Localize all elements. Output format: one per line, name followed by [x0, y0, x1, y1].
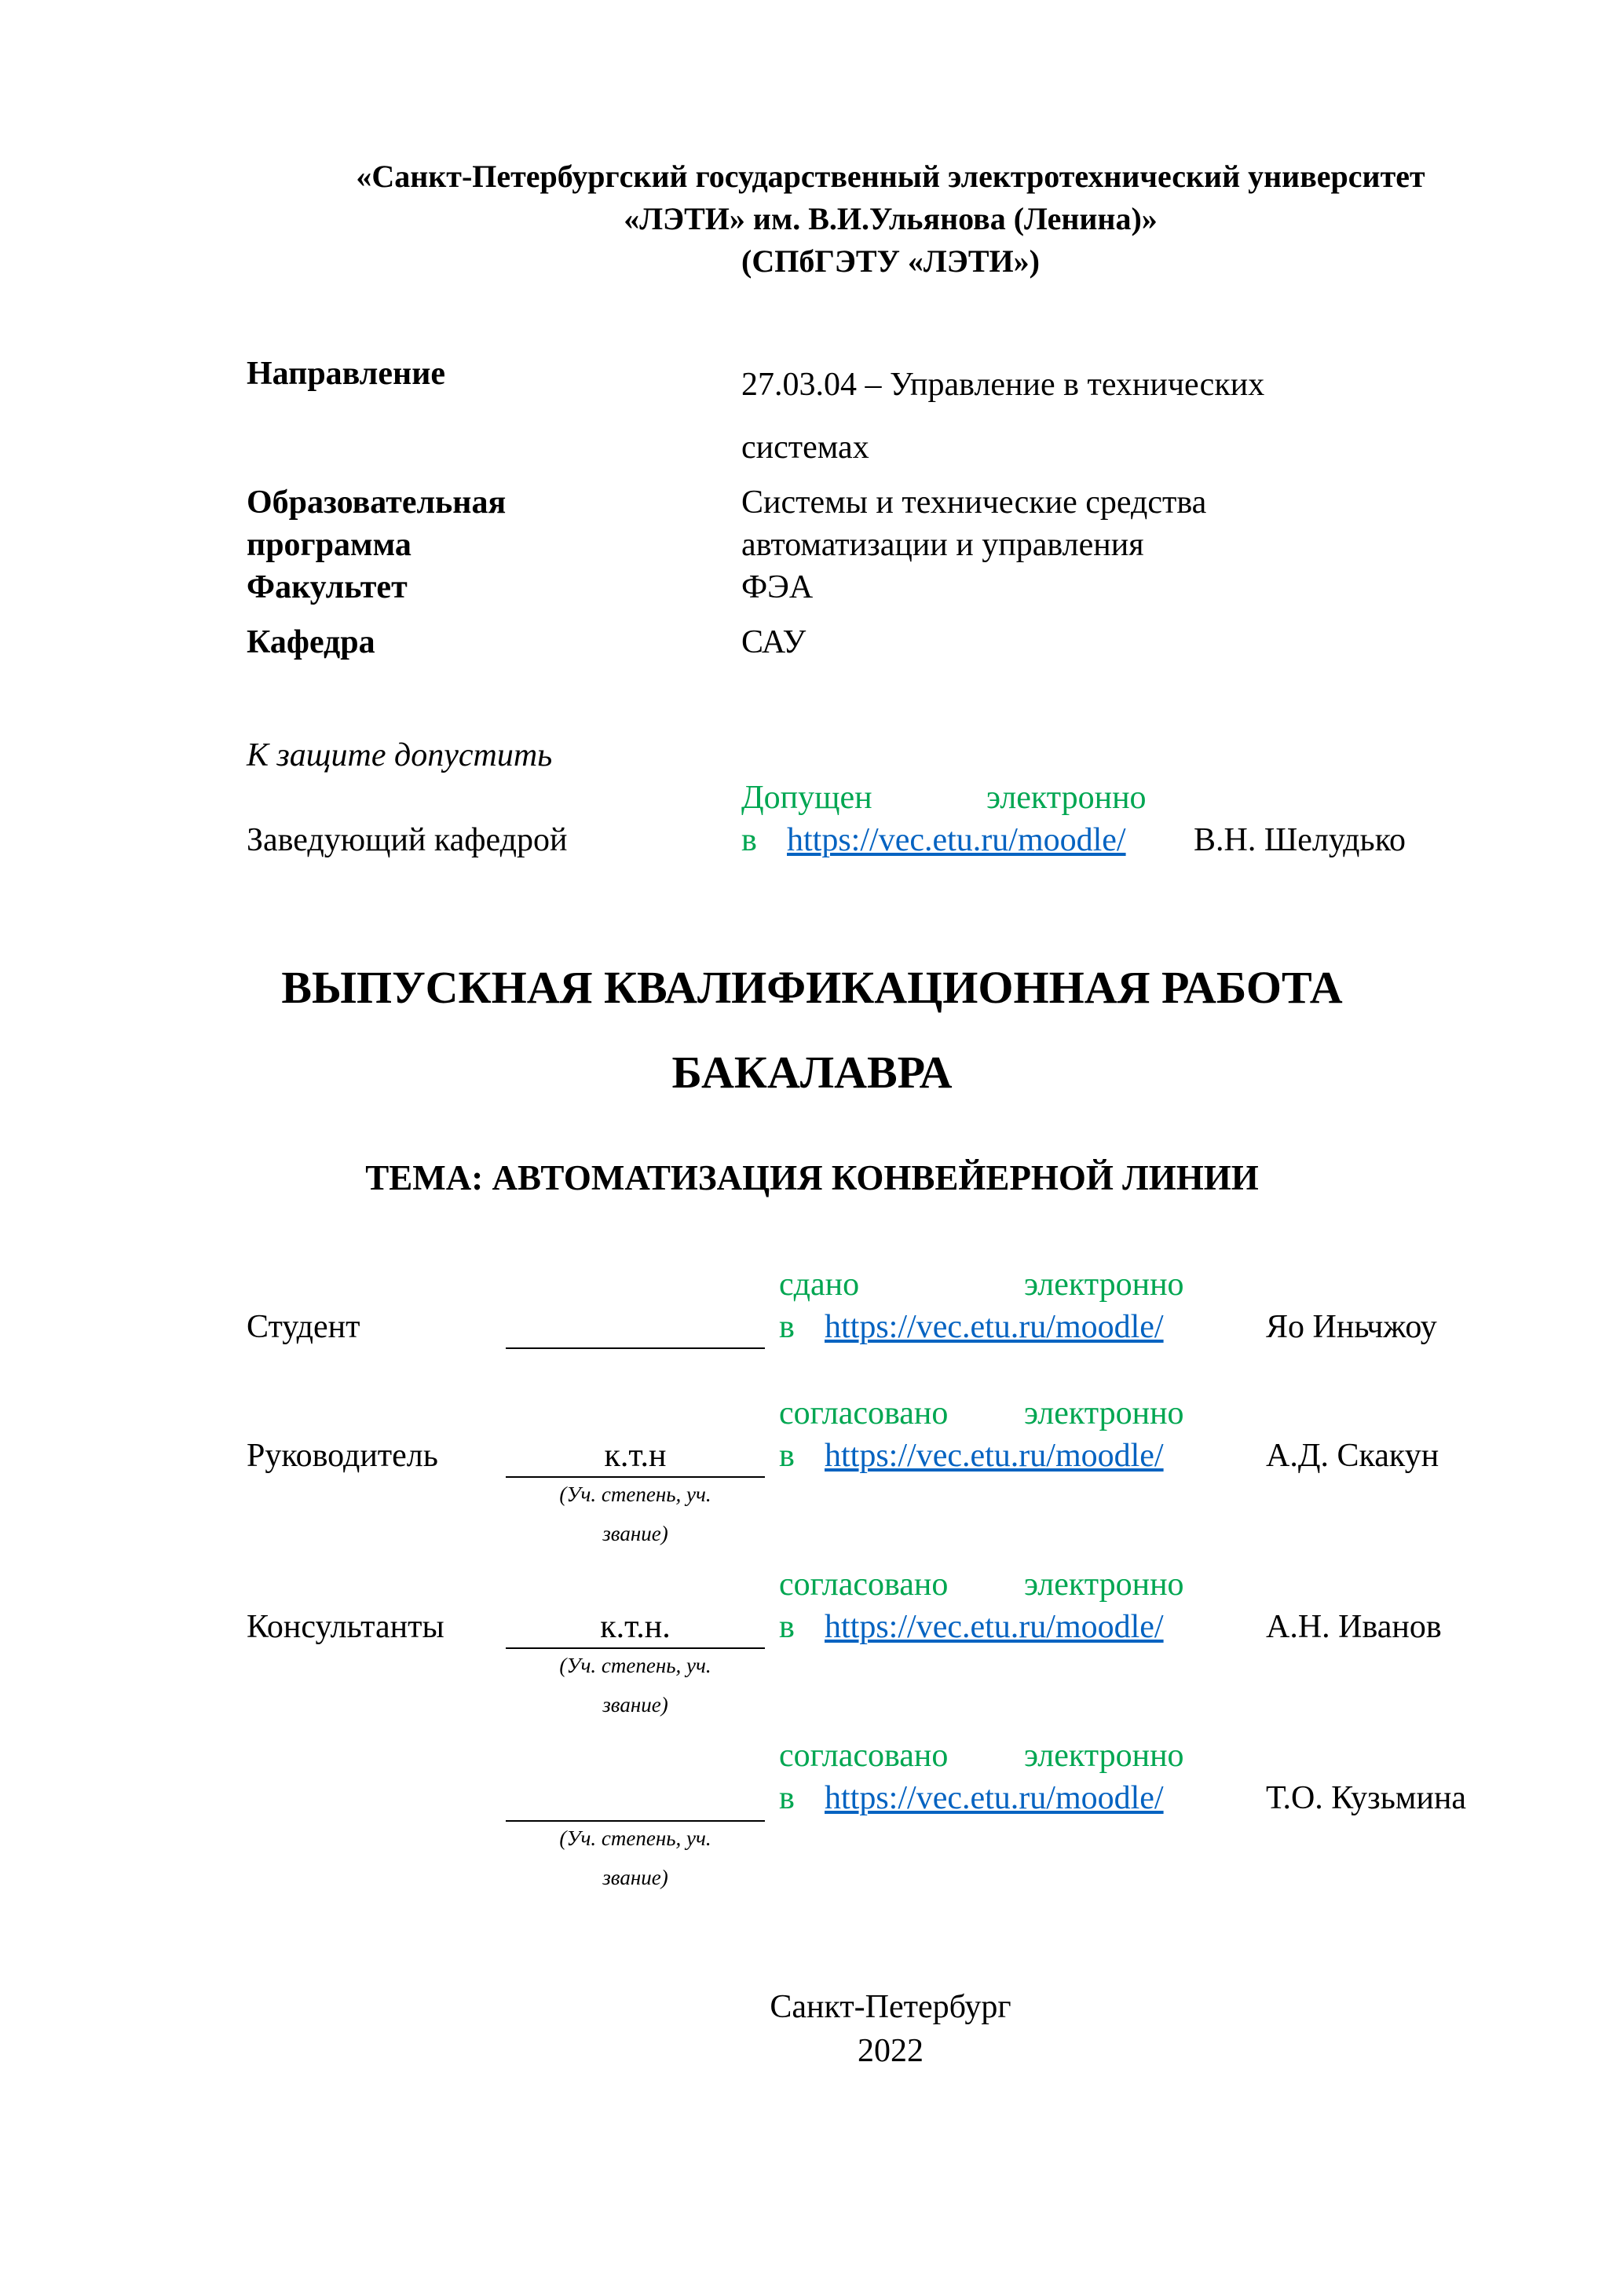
program-label-line1: Образовательная [247, 484, 507, 521]
signature-degree: к.т.н. [600, 1609, 671, 1645]
signature-degree: к.т.н [604, 1438, 667, 1474]
department-value: САУ [741, 624, 807, 660]
direction-value-line1: 27.03.04 – Управление в технических [741, 367, 1265, 403]
admission-status-word2: электронно [986, 780, 1147, 816]
faculty-value: ФЭА [741, 569, 814, 605]
degree-hint-line1: (Уч. степень, уч. [559, 1826, 711, 1850]
admission-moodle-link[interactable]: https://vec.etu.ru/moodle/ [787, 822, 1126, 858]
signature-line [506, 1319, 765, 1349]
department-label: Кафедра [247, 624, 375, 660]
signature-prep: в [779, 1438, 795, 1474]
signature-status-electronic: электронно [1024, 1395, 1184, 1431]
signature-prep: в [779, 1780, 795, 1816]
footer [0, 1985, 1624, 2073]
program-value-line1: Системы и технические средства [741, 484, 1207, 521]
program-value-line2: автоматизации и управления [741, 527, 1144, 563]
signature-status: согласовано [779, 1738, 949, 1774]
signature-name: Т.О. Кузьмина [1266, 1780, 1467, 1816]
university-abbreviation: (СПбГЭТУ «ЛЭТИ») [741, 243, 1040, 279]
signature-name: А.Н. Иванов [1266, 1609, 1442, 1645]
signature-prep: в [779, 1309, 795, 1345]
signature-moodle-link[interactable]: https://vec.etu.ru/moodle/ [825, 1438, 1164, 1474]
department-head-label: Заведующий кафедрой [247, 822, 568, 858]
admission-prep: в [741, 822, 757, 858]
signature-status: сдано [779, 1267, 860, 1303]
signature-status: согласовано [779, 1567, 949, 1603]
footer-city: Санкт-Петербург [770, 1989, 1011, 2025]
signature-role-student: Студент [247, 1309, 360, 1345]
signature-moodle-link[interactable]: https://vec.etu.ru/moodle/ [825, 1780, 1164, 1816]
signature-line [506, 1792, 765, 1822]
degree-hint-line2: звание) [602, 1522, 668, 1545]
direction-value-line2: системах [741, 430, 869, 466]
signature-status: согласовано [779, 1395, 949, 1431]
signature-role-supervisor: Руководитель [247, 1438, 438, 1474]
signature-status-electronic: электронно [1024, 1267, 1184, 1303]
signature-status-electronic: электронно [1024, 1738, 1184, 1774]
thesis-title-line2: БАКАЛАВРА [671, 1047, 953, 1098]
department-head-name: В.Н. Шелудько [1194, 822, 1406, 858]
signature-status-electronic: электронно [1024, 1567, 1184, 1603]
footer-year: 2022 [858, 2033, 924, 2069]
university-name-line2: «ЛЭТИ» им. В.И.Ульянова (Ленина)» [624, 201, 1158, 236]
admission-heading: К защите допустить [247, 737, 553, 773]
signature-moodle-link[interactable]: https://vec.etu.ru/moodle/ [825, 1609, 1164, 1645]
degree-hint-line2: звание) [602, 1693, 668, 1717]
degree-hint-line1: (Уч. степень, уч. [559, 1654, 711, 1677]
university-header [0, 155, 1624, 283]
university-name-line1: «Санкт-Петербургский государственный электротехнический университет [356, 159, 1425, 194]
direction-label: Направление [247, 356, 446, 392]
signature-name: А.Д. Скакун [1266, 1438, 1439, 1474]
degree-hint-line1: (Уч. степень, уч. [559, 1483, 711, 1506]
program-label-line2: программа [247, 527, 411, 563]
thesis-topic: ТЕМА: АВТОМАТИЗАЦИЯ КОНВЕЙЕРНОЙ ЛИНИИ [365, 1158, 1259, 1197]
signature-moodle-link[interactable]: https://vec.etu.ru/moodle/ [825, 1309, 1164, 1345]
signature-name: Яо Иньчжоу [1266, 1309, 1437, 1345]
admission-status-word1: Допущен [741, 780, 872, 816]
faculty-label: Факультет [247, 569, 408, 605]
signature-role-consultants: Консультанты [247, 1609, 444, 1645]
degree-hint-line2: звание) [602, 1866, 668, 1889]
thesis-title-line1: ВЫПУСКНАЯ КВАЛИФИКАЦИОННАЯ РАБОТА [281, 962, 1343, 1013]
signature-prep: в [779, 1609, 795, 1645]
